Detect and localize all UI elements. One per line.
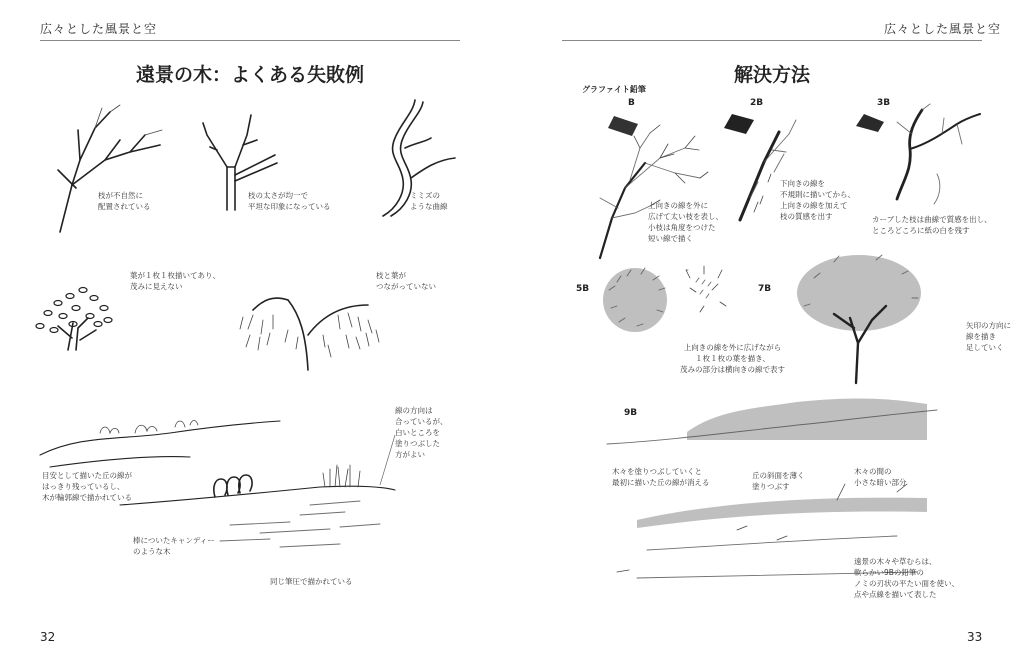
- right-page: [512, 0, 1024, 670]
- note-3b: カーブした枝は曲線で質感を出し、 ところどころに紙の白を残す: [872, 215, 992, 235]
- leaf-arrows: [682, 258, 742, 338]
- note-small-bushes: 木々の間の 小さな暗い部分: [854, 467, 907, 487]
- note-tree1: 枝が不自然に 配置されている: [98, 191, 151, 211]
- grade-b: B: [628, 98, 635, 108]
- sketch-3b-branch: [882, 104, 982, 219]
- note-slope: 丘の斜面を薄く 塗りつぶす: [752, 471, 805, 491]
- note-tree3: ミミズの ような曲線: [410, 191, 448, 211]
- running-head-left: 広々とした風景と空: [40, 22, 158, 36]
- sketch-bush-individual-leaves: [28, 278, 138, 358]
- note-leaves: 上向きの線を外に広げながら １枚１枚の葉を描き、 茂みの部分は横向きの線で表す: [680, 343, 785, 374]
- page-number-left: 32: [40, 630, 56, 644]
- note-willow: 枝と葉が つながっていない: [376, 271, 436, 291]
- note-b-tree: 上向きの線を外に 広げて太い枝を表し、 小枝は角度をつけた 短い線で描く: [648, 201, 723, 243]
- page-number-right: 33: [967, 630, 983, 644]
- running-head-right: 広々とした風景と空: [884, 22, 1002, 36]
- note-hills: 目安として描いた丘の線が はっきり残っているし、 木が輪郭線で描かれている: [42, 471, 132, 502]
- header-rule-left: [40, 40, 460, 41]
- sketch-willow-disconnected: [228, 275, 388, 375]
- note-bush: 葉が１枚１枚描いてあり、 茂みに見えない: [130, 271, 220, 291]
- grade-5b: 5B: [576, 284, 590, 294]
- sketch-5b-foliage: [597, 260, 677, 340]
- page-title-right: 解決方法: [733, 64, 810, 86]
- note-fill-trees: 木々を塗りつぶしていくと 最初に描いた丘の線が消える: [612, 467, 710, 487]
- pencil-label: グラファイト鉛筆: [582, 85, 646, 94]
- sketch-b-tree: [590, 118, 710, 268]
- note-pressure: 同じ筆圧で描かれている: [270, 577, 353, 586]
- sketch-tree-unnatural-branches: [50, 100, 170, 240]
- note-candy: 棒についたキャンディー のような木: [133, 536, 215, 556]
- grade-3b: 3B: [877, 98, 891, 108]
- header-rule-right: [562, 40, 982, 41]
- grade-7b: 7B: [758, 284, 772, 294]
- grade-2b: 2B: [750, 98, 764, 108]
- grade-9b: 9B: [624, 408, 638, 418]
- note-tree2: 枝の太さが均一で 平坦な印象になっている: [248, 191, 331, 211]
- note-arrows: 矢印の方向に 線を描き 足していく: [966, 321, 1011, 352]
- sketch-7b-tree: [784, 248, 934, 388]
- note-2b: 下向きの線を 不規則に描いてから、 上向きの線を加えて 枝の質感を出す: [780, 179, 855, 221]
- note-direction: 線の方向は 合っているが、 白いところを 塗りつぶした 方がよい: [395, 406, 448, 459]
- page-title-left: 遠景の木：よくある失敗例: [135, 64, 364, 86]
- note-far-trees: 遠景の木々や草むらは、 軟らかい9Bの鉛筆の ノミの刃状の平たい面を使い、 点や点線を描いて表した: [854, 557, 959, 599]
